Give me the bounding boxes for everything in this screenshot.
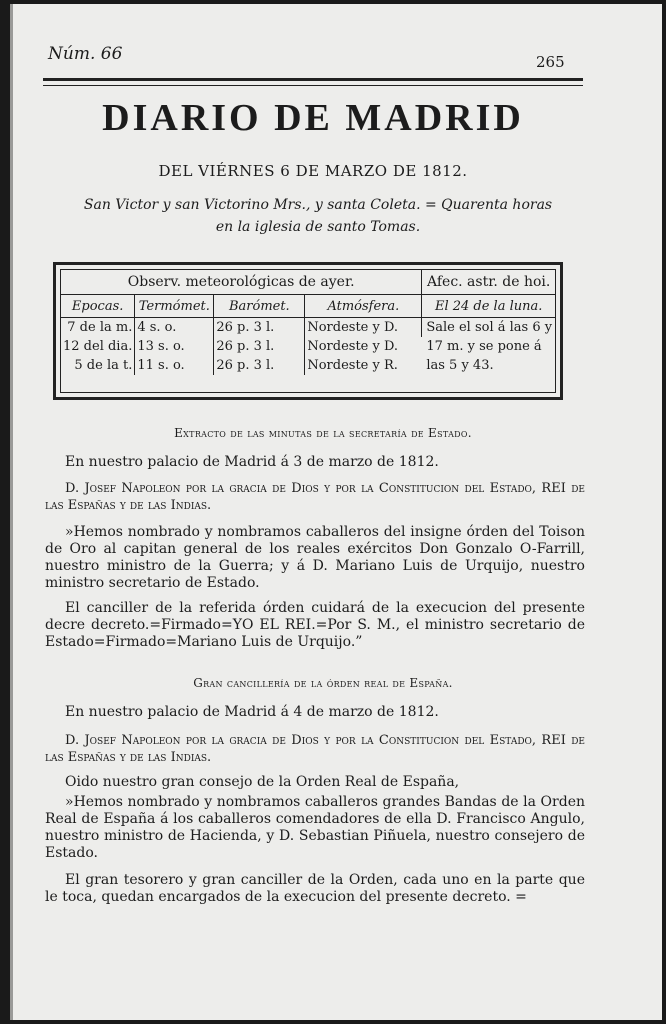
issue-number: Núm. 66 [48, 44, 123, 64]
royal-title-1: D. Josef Napoleon por la gracia de Dios y por la Constitucion del Estado, REI de las Españas y de las Indias. [45, 481, 585, 513]
royal-title-2: D. Josef Napoleon por la gracia de Dios y por la Constitucion del Estado, REI de las Españas y de las Indias. [45, 733, 585, 765]
page-folio: 265 [536, 53, 565, 71]
atmosfera-cell: Nordeste y R. [307, 358, 398, 373]
epoca-cell: 12 del dia. [61, 337, 135, 356]
newspaper-page [10, 4, 662, 1020]
decree-text-2: »Hemos nombrado y nombramos caballeros grandes Bandas de la Orden Real de España á los caballeros comendadores de ella D. Francisco Angulo, nuestro ministro de Hacienda, y D. Sebastian Piñuela, nuestro consejero de Estado. [45, 794, 585, 861]
place-date-2: En nuestro palacio de Madrid á 4 de marzo de 1812. [65, 704, 439, 720]
dateline: DEL VIÉRNES 6 DE MARZO DE 1812. [158, 162, 468, 180]
saints-line-1: San Victor y san Victorino Mrs., y santa Coleta. = Quarenta horas [83, 197, 553, 213]
masthead-title: DIARIO DE MADRID [102, 97, 524, 139]
saints-line-2: en la iglesia de santo Tomas. [215, 219, 421, 235]
col-atmosfera: Atmósfera. [305, 295, 422, 318]
intro-text-2: Oido nuestro gran consejo de la Orden Real de España, [65, 774, 460, 790]
section-heading-secretaria: Extracto de las minutas de la secretaría de Estado. [174, 426, 472, 440]
atmosfera-cell: Nordeste y D. [307, 339, 399, 354]
termometro-cell: 13 s. o. [135, 337, 214, 356]
barometro-cell: 26 p. 3 l. [214, 318, 305, 338]
col-barometro: Barómet. [214, 295, 305, 318]
header-rule-thin [43, 85, 583, 86]
header-rule-thick [43, 78, 583, 81]
place-date-1: En nuestro palacio de Madrid á 3 de marzo de 1812. [65, 454, 439, 470]
section-heading-cancilleria: Gran cancillería de la órden real de España. [193, 676, 453, 690]
atmosfera-cell: Nordeste y D. [305, 318, 422, 338]
barometro-cell: 26 p. 3 l. [214, 356, 305, 375]
weather-heading: Observ. meteorológicas de ayer. [61, 270, 422, 295]
weather-table-frame [53, 262, 563, 400]
decree-text-1: »Hemos nombrado y nombramos caballeros del insigne órden del Toison de Oro al capitan general de los reales exércitos Don Gonzalo O-Farrill, nuestro ministro de la Guerra; y á D. Mariano Luis de Urquijo, nuestro ministro secretario de Estado. [45, 524, 585, 591]
decree-closing-2: El gran tesorero y gran canciller de la Orden, cada uno en la parte que le toca, quedan encargados de la execucion del presente decreto. = [45, 872, 585, 905]
astro-cell: Sale el sol á las 6 y 17 m. y se pone á las 5 y 43. [426, 320, 553, 373]
decree-closing-1: El canciller de la referida órden cuidará de la execucion del presente decre decreto.=Firmado=YO EL REI.=Por S. M., el ministro secretario de Estado=Firmado=Mariano Luis de Urquijo.” [45, 600, 585, 650]
saints-of-day [53, 194, 583, 238]
barometro-cell: 26 p. 3 l. [214, 337, 305, 356]
termometro-cell: 11 s. o. [135, 356, 214, 375]
col-epocas: Epocas. [61, 295, 135, 318]
epoca-cell: 7 de la m. [61, 318, 135, 338]
col-luna: El 24 de la luna. [422, 295, 555, 318]
col-termometro: Termómet. [135, 295, 214, 318]
epoca-cell: 5 de la t. [61, 356, 135, 375]
termometro-cell: 4 s. o. [135, 318, 214, 338]
astro-heading: Afec. astr. de hoi. [422, 270, 555, 295]
table-row [61, 318, 555, 338]
weather-table [61, 270, 555, 375]
